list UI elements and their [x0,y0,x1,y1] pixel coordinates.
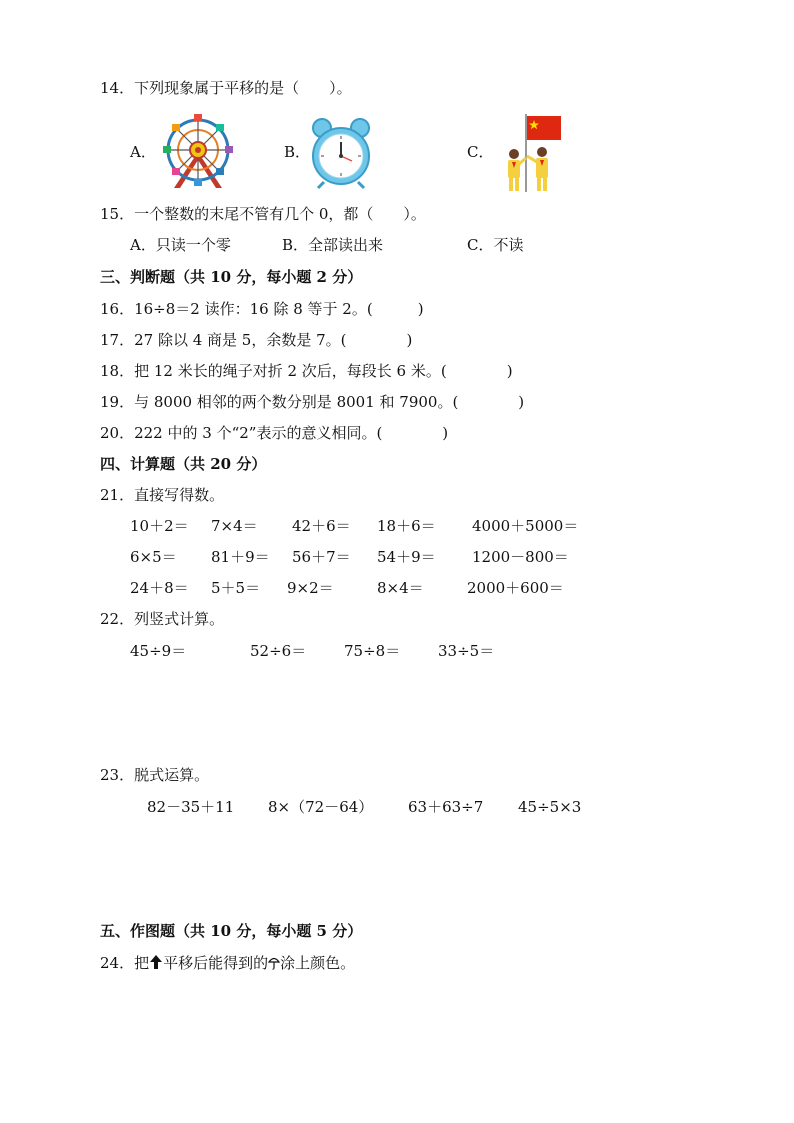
q15-option-a: A．只读一个零 [130,236,231,254]
question-21: 21．直接写得数。 [100,486,225,504]
q15-option-c: C．不读 [467,236,524,254]
umbrella-icon [268,954,280,970]
q24-text-post: 平移后能得到的 [163,954,269,972]
step-calc-item: 63＋63÷7 [408,798,484,816]
ferris-wheel-icon [160,110,236,190]
q15-option-b: B．全部读出来 [282,236,384,254]
q24-text-pre: 24．把 [100,954,150,972]
question-18: 18．把 12 米长的绳子对折 2 次后，每段长 6 米。( ) [100,362,513,380]
q14-option-a-label: A． [130,143,156,161]
calc-item: 9×2＝ [287,579,334,597]
question-20: 20．222 中的 3 个“2”表示的意义相同。( ) [100,424,449,442]
calc-item: 24＋8＝ [130,579,189,597]
calc-item: 54＋9＝ [377,548,436,566]
section-4-title: 四、计算题（共 20 分） [100,455,267,473]
alarm-clock-icon [310,114,372,188]
calc-item: 1200－800＝ [472,548,569,566]
step-calc-item: 82－35＋11 [147,798,235,816]
calc-item: 42＋6＝ [292,517,351,535]
calc-item: 5＋5＝ [211,579,261,597]
question-17: 17．27 除以 4 商是 5，余数是 7。( ) [100,331,413,349]
calc-item: 8×4＝ [377,579,424,597]
arrow-up-icon [149,954,163,970]
step-calc-item: 45÷5×3 [518,798,582,816]
calc-item: 2000＋600＝ [467,579,564,597]
q14-option-b-label: B． [284,143,311,161]
question-14: 14．下列现象属于平移的是（ ）。 [100,79,352,97]
vertical-calc-item: 52÷6＝ [250,642,307,660]
section-5-title: 五、作图题（共 10 分，每小题 5 分） [100,922,363,940]
step-calc-item: 8×（72－64） [268,798,374,816]
q14-option-c-label: C． [467,143,494,161]
vertical-calc-item: 75÷8＝ [344,642,401,660]
question-16: 16．16÷8＝2 读作：16 除 8 等于 2。( ) [100,300,424,318]
question-23: 23．脱式运算。 [100,766,210,784]
section-3-title: 三、判断题（共 10 分，每小题 2 分） [100,268,363,286]
calc-item: 81＋9＝ [211,548,270,566]
question-22: 22．列竖式计算。 [100,610,225,628]
question-24 [100,953,355,973]
question-19: 19．与 8000 相邻的两个数分别是 8001 和 7900。( ) [100,393,525,411]
q24-text-end: 涂上颜色。 [280,954,356,972]
calc-item: 18＋6＝ [377,517,436,535]
calc-item: 10＋2＝ [130,517,189,535]
calc-item: 4000＋5000＝ [472,517,579,535]
vertical-calc-item: 45÷9＝ [130,642,187,660]
vertical-calc-item: 33÷5＝ [438,642,495,660]
calc-item: 56＋7＝ [292,548,351,566]
calc-item: 6×5＝ [130,548,177,566]
flag-raising-icon [498,112,564,194]
question-15: 15．一个整数的末尾不管有几个 0，都（ ）。 [100,205,426,223]
calc-item: 7×4＝ [211,517,258,535]
